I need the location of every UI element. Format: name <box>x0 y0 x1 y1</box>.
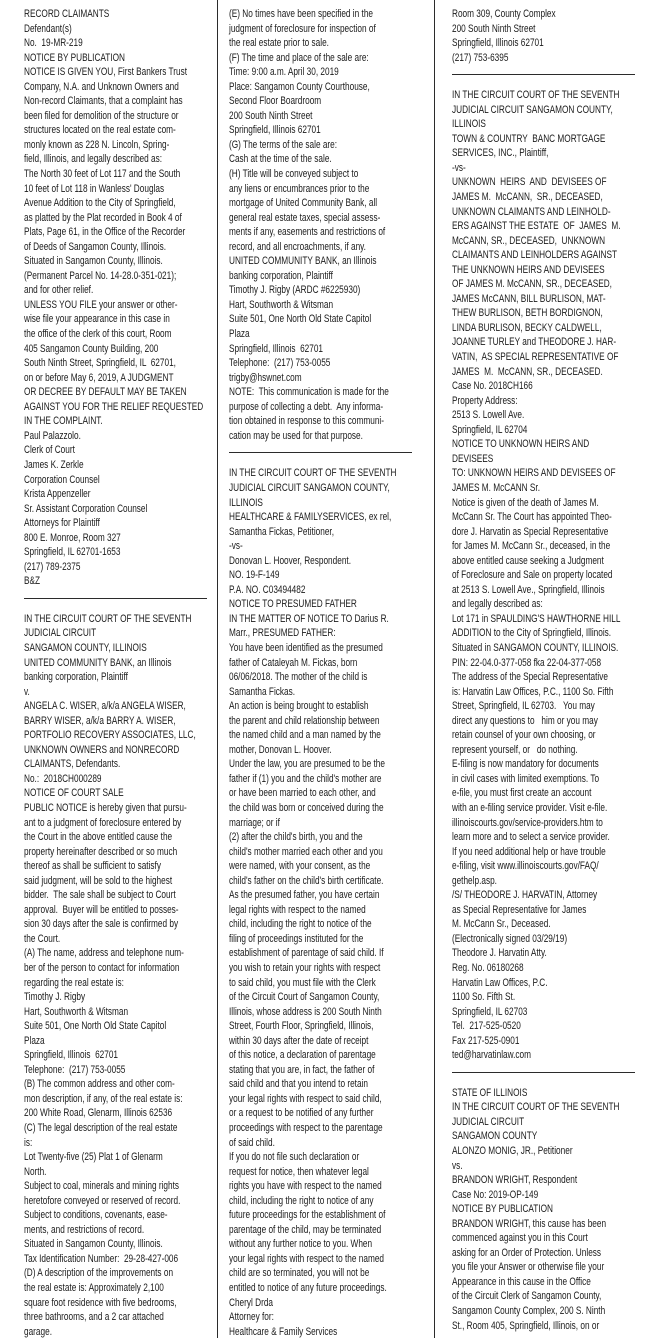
notice-line: for James M. McCann Sr., deceased, in the <box>452 540 611 553</box>
notice-line: No.: 2018CH000289 <box>24 772 102 785</box>
notice-line: general real estate taxes, special assess- <box>229 211 381 224</box>
notice-line: JUDICIAL CIRCUIT SANGAMON COUNTY, <box>229 481 390 494</box>
notice-line: of this notice, a declaration of parentage <box>229 1049 376 1062</box>
notice-line: CLAIMANTS, Defendants. <box>24 758 121 771</box>
notice-line: property hereinafter described or so much <box>24 845 178 858</box>
notice-line: within 30 days after the date of receipt <box>229 1034 369 1047</box>
notices-column-1 <box>0 0 217 1338</box>
notice-line: (D) A description of the improvements on <box>24 1267 174 1280</box>
notice-line: future proceedings for the establishment of <box>229 1209 386 1222</box>
notice-line: 200 South Ninth Street <box>229 109 313 122</box>
notice-line: Harvatin Law Offices, P.C. <box>452 976 548 989</box>
notice-line: Time: 9:00 a.m. April 30, 2019 <box>229 66 339 79</box>
legal-notice-block <box>24 7 217 589</box>
notice-line: NOTICE IS GIVEN YOU, First Bankers Trust <box>24 66 188 79</box>
section-divider <box>24 598 207 599</box>
notice-line: IN THE CIRCUIT COURT OF THE SEVENTH <box>24 612 192 625</box>
notice-line: IN THE MATTER OF NOTICE TO Darius R. <box>229 612 389 625</box>
notice-line: UNITED COMMUNITY BANK, an Illinois <box>229 255 377 268</box>
notice-line: Clerk of Court <box>24 444 75 457</box>
notice-line: Theodore J. Harvatin Atty. <box>452 947 547 960</box>
notice-line: NOTICE BY PUBLICATION <box>452 1203 554 1216</box>
notice-line: The North 30 feet of Lot 117 and the South <box>24 168 181 181</box>
notice-line: mon description, if any, of the real estate is: <box>24 1092 183 1105</box>
notice-line: Avenue Addition to the City of Springfield, <box>24 197 176 210</box>
notice-line: parentage of the child, may be terminated <box>229 1223 382 1236</box>
notice-line: Subject to coal, minerals and mining rights <box>24 1180 180 1193</box>
notice-line: of Foreclosure and Sale on property located <box>452 569 613 582</box>
notice-line: stating that you are, in fact, the father of <box>229 1063 375 1076</box>
notice-line: learn more and to select a service provider. <box>452 831 610 844</box>
notice-line: represent yourself, or do nothing. <box>452 743 578 756</box>
notice-line: (C) The legal description of the real estate <box>24 1122 178 1135</box>
notice-line: Under the law, you are presumed to be the <box>229 758 385 771</box>
notice-line: ments if any, easements and restrictions of <box>229 226 386 239</box>
notice-line: father of Cataleyah M. Fickas, born <box>229 656 358 669</box>
notice-line: 2513 S. Lowell Ave. <box>452 409 525 422</box>
notice-line: the office of the clerk of this court, Room <box>24 328 172 341</box>
notice-line: the parent and child relationship between <box>229 714 380 727</box>
notice-line: the named child and a man named by the <box>229 729 381 742</box>
notice-line: Cash at the time of the sale. <box>229 153 332 166</box>
notice-line: HEALTHCARE & FAMILYSERVICES, ex rel, <box>229 511 392 524</box>
notice-line: ERS AGAINST THE ESTATE OF JAMES M. <box>452 220 621 233</box>
notice-line: gethelp.asp. <box>452 874 497 887</box>
notice-line: banking corporation, Plaintiff <box>229 269 333 282</box>
notice-line: entitled to notice of any future proceedings. <box>229 1282 387 1295</box>
notice-line: said judgment, will be sold to the highest <box>24 874 173 887</box>
notice-line: 200 White Road, Glenarm, Illinois 62536 <box>24 1107 173 1120</box>
notice-line: BRANDON WRIGHT, Respondent <box>452 1174 578 1187</box>
notice-line: -vs- <box>452 161 466 174</box>
section-divider <box>229 452 412 453</box>
notice-line: Lot 171 in SPAULDING'S HAWTHORNE HILL <box>452 612 621 625</box>
notices-column-2 <box>217 0 434 1338</box>
notice-line: You have been identified as the presumed <box>229 641 383 654</box>
notice-line: Springfield, Illinois 62701 <box>229 124 321 137</box>
notice-line: (217) 753-6395 <box>452 51 509 64</box>
notice-line: Marr., PRESUMED FATHER: <box>229 627 336 640</box>
notice-line: No. 19-MR-219 <box>24 37 83 50</box>
notice-line: without any further notice to you. When <box>229 1238 373 1251</box>
notice-line: commenced against you in this Court <box>452 1232 588 1245</box>
notice-line: vs. <box>452 1159 463 1172</box>
notice-line: UNITED COMMUNITY BANK, an Illinois <box>24 656 172 669</box>
notice-line: of Deeds of Sangamon County, Illinois. <box>24 240 167 253</box>
notice-line: NOTICE BY PUBLICATION <box>24 51 126 64</box>
notice-line: field, Illinois, and legally described as: <box>24 153 163 166</box>
section-divider <box>452 74 635 75</box>
notice-line: is: Harvatin Law Offices, P.C., 1100 So. Fifth <box>452 685 614 698</box>
notice-line: JUDICIAL CIRCUIT SANGAMON COUNTY, <box>452 103 613 116</box>
notice-line: ADDITION to the City of Springfield, Illinois. <box>452 627 612 640</box>
notice-line: NOTICE TO UNKNOWN HEIRS AND <box>452 438 590 451</box>
notice-line: NOTE: This communication is made for the <box>229 386 389 399</box>
notice-line: three bathrooms, and a 2 car attached <box>24 1311 164 1324</box>
notice-line: (B) The common address and other com- <box>24 1078 175 1091</box>
notice-line: RECORD CLAIMANTS <box>24 8 110 20</box>
notice-line: 06/06/2018. The mother of the child is <box>229 671 368 684</box>
notice-line: Fax 217-525-0901 <box>452 1034 520 1047</box>
notice-line: Suite 501, One North Old State Capitol <box>229 313 372 326</box>
notice-line: SANGAMON COUNTY, ILLINOIS <box>24 641 147 654</box>
legal-notice-block <box>452 7 646 65</box>
notice-line: Hart, Southworth & Witsman <box>229 298 334 311</box>
legal-notice-block <box>24 612 217 1338</box>
notice-line: (Electronically signed 03/29/19) <box>452 932 568 945</box>
notice-line: approval. Buyer will be entitled to posses- <box>24 903 179 916</box>
notice-line: (G) The terms of the sale are: <box>229 138 338 151</box>
notice-line: Appearance in this cause in the Office <box>452 1275 591 1288</box>
notice-line: ANGELA C. WISER, a/k/a ANGELA WISER, <box>24 700 186 713</box>
notice-line: the Court. <box>24 932 61 945</box>
notice-line: The address of the Special Representative <box>452 671 608 684</box>
legal-notice-block <box>229 7 434 443</box>
notice-line: JUDICIAL CIRCUIT <box>452 1115 525 1128</box>
notice-line: OR DECREE BY DEFAULT MAY BE TAKEN <box>24 386 187 399</box>
notice-line: /S/ THEODORE J. HARVATIN, Attorney <box>452 889 598 902</box>
notice-line: Lot Twenty-five (25) Plat 1 of Glenarm <box>24 1151 163 1164</box>
notice-line: Attorneys for Plaintiff <box>24 517 100 530</box>
notice-line: 1100 So. Fifth St. <box>452 991 516 1004</box>
notice-line: If you do not file such declaration or <box>229 1151 360 1164</box>
notice-line: v. <box>24 685 30 698</box>
notice-line: 405 Sangamon County Building, 200 <box>24 342 159 355</box>
notice-line: Tax Identification Number: 29-28-427-006 <box>24 1252 179 1265</box>
notice-line: banking corporation, Plaintiff <box>24 671 128 684</box>
notice-line: with an e-filing service provider. Visit e-file. <box>452 801 608 814</box>
notice-line: the Court in the above entitled cause the <box>24 831 173 844</box>
notice-line: tion obtained in response to this communi- <box>229 415 385 428</box>
notice-line: JUDICIAL CIRCUIT <box>24 627 97 640</box>
notice-line: ILLINOIS <box>229 496 263 509</box>
notice-line: McCANN, SR., DECEASED, UNKNOWN <box>452 234 606 247</box>
notice-line: e-filing, visit www.illinoiscourts.gov/FAQ/ <box>452 860 599 873</box>
notice-line: TO: UNKNOWN HEIRS AND DEVISEES OF <box>452 467 616 480</box>
notice-line: Sangamon County Complex, 200 S. Ninth <box>452 1305 606 1318</box>
notice-line: purpose of collecting a debt. Any informa- <box>229 400 384 413</box>
notice-line: M. McCann Sr., Deceased. <box>452 918 551 931</box>
notice-line: Case No. 2018CH166 <box>452 380 533 393</box>
notice-line: UNKNOWN HEIRS AND DEVISEES OF <box>452 176 607 189</box>
notice-line: Tel. 217-525-0520 <box>452 1020 521 1033</box>
notice-line: your legal rights with respect to said child, <box>229 1092 382 1105</box>
notice-line: ILLINOIS <box>452 118 486 131</box>
notice-line: Springfield, Illinois 62701 <box>24 1049 119 1062</box>
notice-line: An action is being brought to establish <box>229 700 369 713</box>
notice-line: Paul Palazzolo. <box>24 429 81 442</box>
notice-line: Case No: 2019-OP-149 <box>452 1188 539 1201</box>
notice-line: Plaza <box>24 1034 45 1047</box>
notice-line: Defendant(s) <box>24 22 72 35</box>
notice-line: mother, Donovan L. Hoover. <box>229 743 332 756</box>
notice-line: BARRY WISER, a/k/a BARRY A. WISER, <box>24 714 176 727</box>
notice-line: 800 E. Monroe, Room 327 <box>24 531 121 544</box>
notice-line: Company, N.A. and Unknown Owners and <box>24 80 179 93</box>
notice-line: Springfield, IL 62701-1653 <box>24 546 121 559</box>
legal-notice-block <box>229 466 434 1338</box>
notice-line: P.A. NO. C03494482 <box>229 583 306 596</box>
notice-line: your legal rights with respect to the named <box>229 1252 385 1265</box>
notice-line: Healthcare & Family Services <box>229 1325 338 1338</box>
notice-line: the child was born or conceived during the <box>229 801 384 814</box>
section-divider <box>452 1072 635 1073</box>
notice-line: (Permanent Parcel No. 14-28.0-351-021); <box>24 269 177 282</box>
notice-line: VATIN, AS SPECIAL REPRESENTATIVE OF <box>452 351 619 364</box>
notice-line: above entitled cause seeking a Judgment <box>452 554 604 567</box>
notice-line: (E) No times have been specified in the <box>229 8 373 20</box>
notice-line: thereof as shall be sufficient to satisfy <box>24 860 161 873</box>
notice-line: Cheryl Drda <box>229 1296 274 1309</box>
notice-line: request for notice, then whatever legal <box>229 1165 369 1178</box>
notice-line: South Ninth Street, Springfield, IL 62701, <box>24 357 176 370</box>
notice-line: B&Z <box>24 575 41 588</box>
notice-line: child's father on the child's birth certificate. <box>229 874 384 887</box>
notice-line: THEW BURLISON, BETH BORDIGNON, <box>452 307 603 320</box>
notice-line: at 2513 S. Lowell Ave., Springfield, Illinois <box>452 583 605 596</box>
notice-line: OF JAMES M. McCANN, SR., DECEASED, <box>452 278 612 291</box>
notice-line: Plaza <box>229 328 250 341</box>
notice-line: and for other relief. <box>24 284 94 297</box>
notice-line: e-file, you must first create an account <box>452 787 592 800</box>
notice-line: NOTICE OF COURT SALE <box>24 787 124 800</box>
notice-line: as Special Representative for James <box>452 903 587 916</box>
notice-line: DEVISEES <box>452 452 494 465</box>
notice-line: Springfield, IL 62704 <box>452 423 528 436</box>
notice-line: as platted by the Plat recorded in Book 4 of <box>24 211 182 224</box>
notice-line: As the presumed father, you have certain <box>229 889 380 902</box>
notice-line: filing of proceedings instituted for the <box>229 932 364 945</box>
notice-line: IN THE CIRCUIT COURT OF THE SEVENTH <box>452 89 620 102</box>
notice-line: Situated in SANGAMON COUNTY, ILLINOIS. <box>452 641 619 654</box>
notice-line: AGAINST YOU FOR THE RELIEF REQUESTED <box>24 400 204 413</box>
notice-line: (217) 789-2375 <box>24 560 81 573</box>
notice-line: asking for an Order of Protection. Unless <box>452 1246 602 1259</box>
notice-line: JOANNE TURLEY and THEODORE J. HAR- <box>452 336 617 349</box>
notice-line: E-filing is now mandatory for documents <box>452 758 599 771</box>
notice-line: you wish to retain your rights with respect <box>229 962 381 974</box>
notice-line: Springfield, IL 62703 <box>452 1005 528 1018</box>
notice-line: of the Circuit Court of Sangamon County, <box>229 991 380 1004</box>
notice-line: in civil cases with limited exemptions. To <box>452 772 600 785</box>
notice-line: illinoiscourts.gov/service-providers.htm to <box>452 816 603 829</box>
notice-line: JAMES M. McCANN, SR., DECEASED, <box>452 191 603 204</box>
notice-line: THE UNKNOWN HEIRS AND DEVISEES <box>452 263 605 276</box>
notice-line: Springfield, Illinois 62701 <box>452 37 544 50</box>
notice-line: Corporation Counsel <box>24 473 100 486</box>
notice-line: Illinois, whose address is 200 South Ninth <box>229 1005 382 1018</box>
legal-notice-block <box>452 1086 646 1333</box>
notice-line: IN THE CIRCUIT COURT OF THE SEVENTH <box>452 1101 620 1114</box>
notice-line: structures located on the real estate com- <box>24 124 176 137</box>
notice-line: establishment of parentage of said child. If <box>229 947 384 960</box>
notice-line: NO. 19-F-149 <box>229 569 280 582</box>
notice-line: IN THE COMPLAINT. <box>24 415 103 428</box>
notice-line: rights you have with respect to the named <box>229 1180 382 1193</box>
notice-line: PUBLIC NOTICE is hereby given that pursu- <box>24 801 187 814</box>
notice-line: ber of the person to contact for information <box>24 962 180 974</box>
notice-line: wise file your appearance in this case in <box>24 313 170 326</box>
notice-line: UNKNOWN OWNERS and NONRECORD <box>24 743 180 756</box>
notice-line: Situated in Sangamon County, Illinois. <box>24 1238 163 1251</box>
notice-line: Non-record Claimants, that a complaint has <box>24 95 183 108</box>
notice-line: If you need additional help or have trouble <box>452 845 606 858</box>
notice-line: you file your Answer or otherwise file your <box>452 1261 605 1274</box>
notice-line: heretofore conveyed or reserved of record. <box>24 1194 181 1207</box>
notice-line: of said child. <box>229 1136 275 1149</box>
notice-line: St., Room 405, Springfield, Illinois, on or <box>452 1319 600 1332</box>
notice-line: Hart, Southworth & Witsman <box>24 1005 129 1018</box>
notice-line: marriage; or if <box>229 816 280 829</box>
notice-line: JAMES M. McCANN Sr. <box>452 481 541 494</box>
notice-line: garage. <box>24 1325 52 1338</box>
notice-line: McCann Sr. The Court has appointed Theo- <box>452 511 612 524</box>
notice-line: JAMES McCANN, BILL BURLISON, MAT- <box>452 292 606 305</box>
notice-line: Situated in Sangamon County, Illinois. <box>24 255 163 268</box>
notice-line: cation may be used for that purpose. <box>229 429 363 442</box>
notice-line: on or before May 6, 2019, A JUDGMENT <box>24 371 174 384</box>
notice-line: record, and all encroachments, if any. <box>229 240 366 253</box>
notice-line: (2) after the child's birth, you and the <box>229 831 363 844</box>
notice-line: ted@harvatinlaw.com <box>452 1049 531 1062</box>
notice-line: UNLESS YOU FILE your answer or other- <box>24 298 178 311</box>
notice-line: or a request to be notified of any further <box>229 1107 374 1120</box>
notice-line: Reg. No. 06180268 <box>452 962 524 974</box>
notice-line: Telephone: (217) 753-0055 <box>229 357 331 370</box>
notice-line: said child and that you intend to retain <box>229 1078 368 1091</box>
notice-line: James K. Zerkle <box>24 458 84 471</box>
notice-line: regarding the real estate is: <box>24 976 124 989</box>
notice-line: dore J. Harvatin as Special Representative <box>452 525 609 538</box>
notice-line: PIN: 22-04.0-377-058 fka 22-04-377-058 <box>452 656 602 669</box>
notice-line: ant to a judgment of foreclosure entered by <box>24 816 182 829</box>
notice-line: ALONZO MONIG, JR., Petitioner <box>452 1145 573 1158</box>
notice-line: TOWN & COUNTRY BANC MORTGAGE <box>452 132 606 145</box>
notice-line: bidder. The sale shall be subject to Court <box>24 889 176 902</box>
notice-line: Timothy J. Rigby (ARDC #6225930) <box>229 284 361 297</box>
notice-line: Property Address: <box>452 394 518 407</box>
notice-line: and legally described as: <box>452 598 543 611</box>
notice-line: any liens or encumbrances prior to the <box>229 182 370 195</box>
notice-line: -vs- <box>229 540 243 553</box>
notice-line: Street, Fourth Floor, Springfield, Illinois, <box>229 1020 374 1033</box>
notice-line: mortgage of United Community Bank, all <box>229 197 378 210</box>
notice-line: of the Circuit Clerk of Sangamon County, <box>452 1290 602 1303</box>
notice-line: judgment of foreclosure for inspection of <box>229 22 376 35</box>
notice-line: Second Floor Boardroom <box>229 95 322 108</box>
notice-line: been filed for demolition of the structure or <box>24 109 179 122</box>
notice-line: Timothy J. Rigby <box>24 991 86 1004</box>
notice-line: Plats, Page 61, in the Office of the Recorder <box>24 226 186 239</box>
notice-line: Krista Appenzeller <box>24 488 91 501</box>
notice-line: Telephone: (217) 753-0055 <box>24 1063 126 1076</box>
notice-line: SERVICES, INC., Plaintiff, <box>452 147 549 160</box>
notice-line: ments, and restrictions of record. <box>24 1223 145 1236</box>
notice-line: 200 South Ninth Street <box>452 22 536 35</box>
notice-line: PORTFOLIO RECOVERY ASSOCIATES, LLC, <box>24 729 196 742</box>
notice-line: child's mother married each other and you <box>229 845 383 858</box>
notice-line: North. <box>24 1165 47 1178</box>
notice-line: direct any questions to him or you may <box>452 714 598 727</box>
notice-line: SANGAMON COUNTY <box>452 1130 538 1143</box>
notice-line: Street, Springfield, IL 62703. You may <box>452 700 595 713</box>
notice-line: is: <box>24 1136 33 1149</box>
notices-column-3 <box>434 0 646 1338</box>
notice-line: Springfield, Illinois 62701 <box>229 342 324 355</box>
notice-line: UNKNOWN CLAIMANTS AND LEINHOLD- <box>452 205 611 218</box>
notice-line: were named, with your consent, as the <box>229 860 371 873</box>
notice-line: STATE OF ILLINOIS <box>452 1086 528 1099</box>
notice-line: NOTICE TO PRESUMED FATHER <box>229 598 357 611</box>
notice-line: child, including the right to notice of any <box>229 1194 374 1207</box>
notice-line: Samantha Fickas, Petitioner, <box>229 525 335 538</box>
notice-line: proceedings with respect to the parentage <box>229 1122 383 1135</box>
notice-line: (H) Title will be conveyed subject to <box>229 168 359 181</box>
notice-line: CLAIMANTS AND LEINHOLDERS AGAINST <box>452 249 618 262</box>
notice-line: BRANDON WRIGHT, this cause has been <box>452 1217 607 1230</box>
notice-line: child are so terminated, you will not be <box>229 1267 370 1280</box>
notice-line: (A) The name, address and telephone num- <box>24 947 184 960</box>
notice-line: Subject to conditions, covenants, ease- <box>24 1209 168 1222</box>
notice-line: LINDA BURLISON, BECKY CALDWELL, <box>452 321 602 334</box>
notice-line: Sr. Assistant Corporation Counsel <box>24 502 148 515</box>
notice-line: Samantha Fickas. <box>229 685 296 698</box>
notice-line: child, including the right to notice of the <box>229 918 372 931</box>
notice-line: the real estate is: Approximately 2,100 <box>24 1282 164 1295</box>
notice-line: to said child, you must file with the Clerk <box>229 976 376 989</box>
notice-line: legal rights with respect to the named <box>229 903 366 916</box>
legal-notice-block <box>452 88 646 1063</box>
notice-line: monly known as 228 N. Lincoln, Spring- <box>24 138 170 151</box>
notice-line: Donovan L. Hoover, Respondent. <box>229 554 352 567</box>
notice-line: 10 feet of Lot 118 in Wanless' Douglas <box>24 182 165 195</box>
notice-line: trigby@hswnet.com <box>229 371 302 384</box>
notice-line: IN THE CIRCUIT COURT OF THE SEVENTH <box>229 467 397 480</box>
notice-line: the real estate prior to sale. <box>229 37 329 50</box>
notice-line: Room 309, County Complex <box>452 8 556 20</box>
notice-line: JAMES M. McCANN, SR., DECEASED. <box>452 365 603 378</box>
notice-line: retain counsel of your own choosing, or <box>452 729 596 742</box>
notice-line: Notice is given of the death of James M. <box>452 496 599 509</box>
notice-line: Suite 501, One North Old State Capitol <box>24 1020 167 1033</box>
notice-line: Attorney for: <box>229 1311 274 1324</box>
notice-line: Place: Sangamon County Courthouse, <box>229 80 370 93</box>
notice-line: (F) The time and place of the sale are: <box>229 51 369 64</box>
notice-line: father if (1) you and the child's mother are <box>229 772 382 785</box>
notice-line: square foot residence with five bedrooms, <box>24 1296 177 1309</box>
notice-line: sion 30 days after the sale is confirmed by <box>24 918 179 931</box>
notice-line: or have been married to each other, and <box>229 787 376 800</box>
